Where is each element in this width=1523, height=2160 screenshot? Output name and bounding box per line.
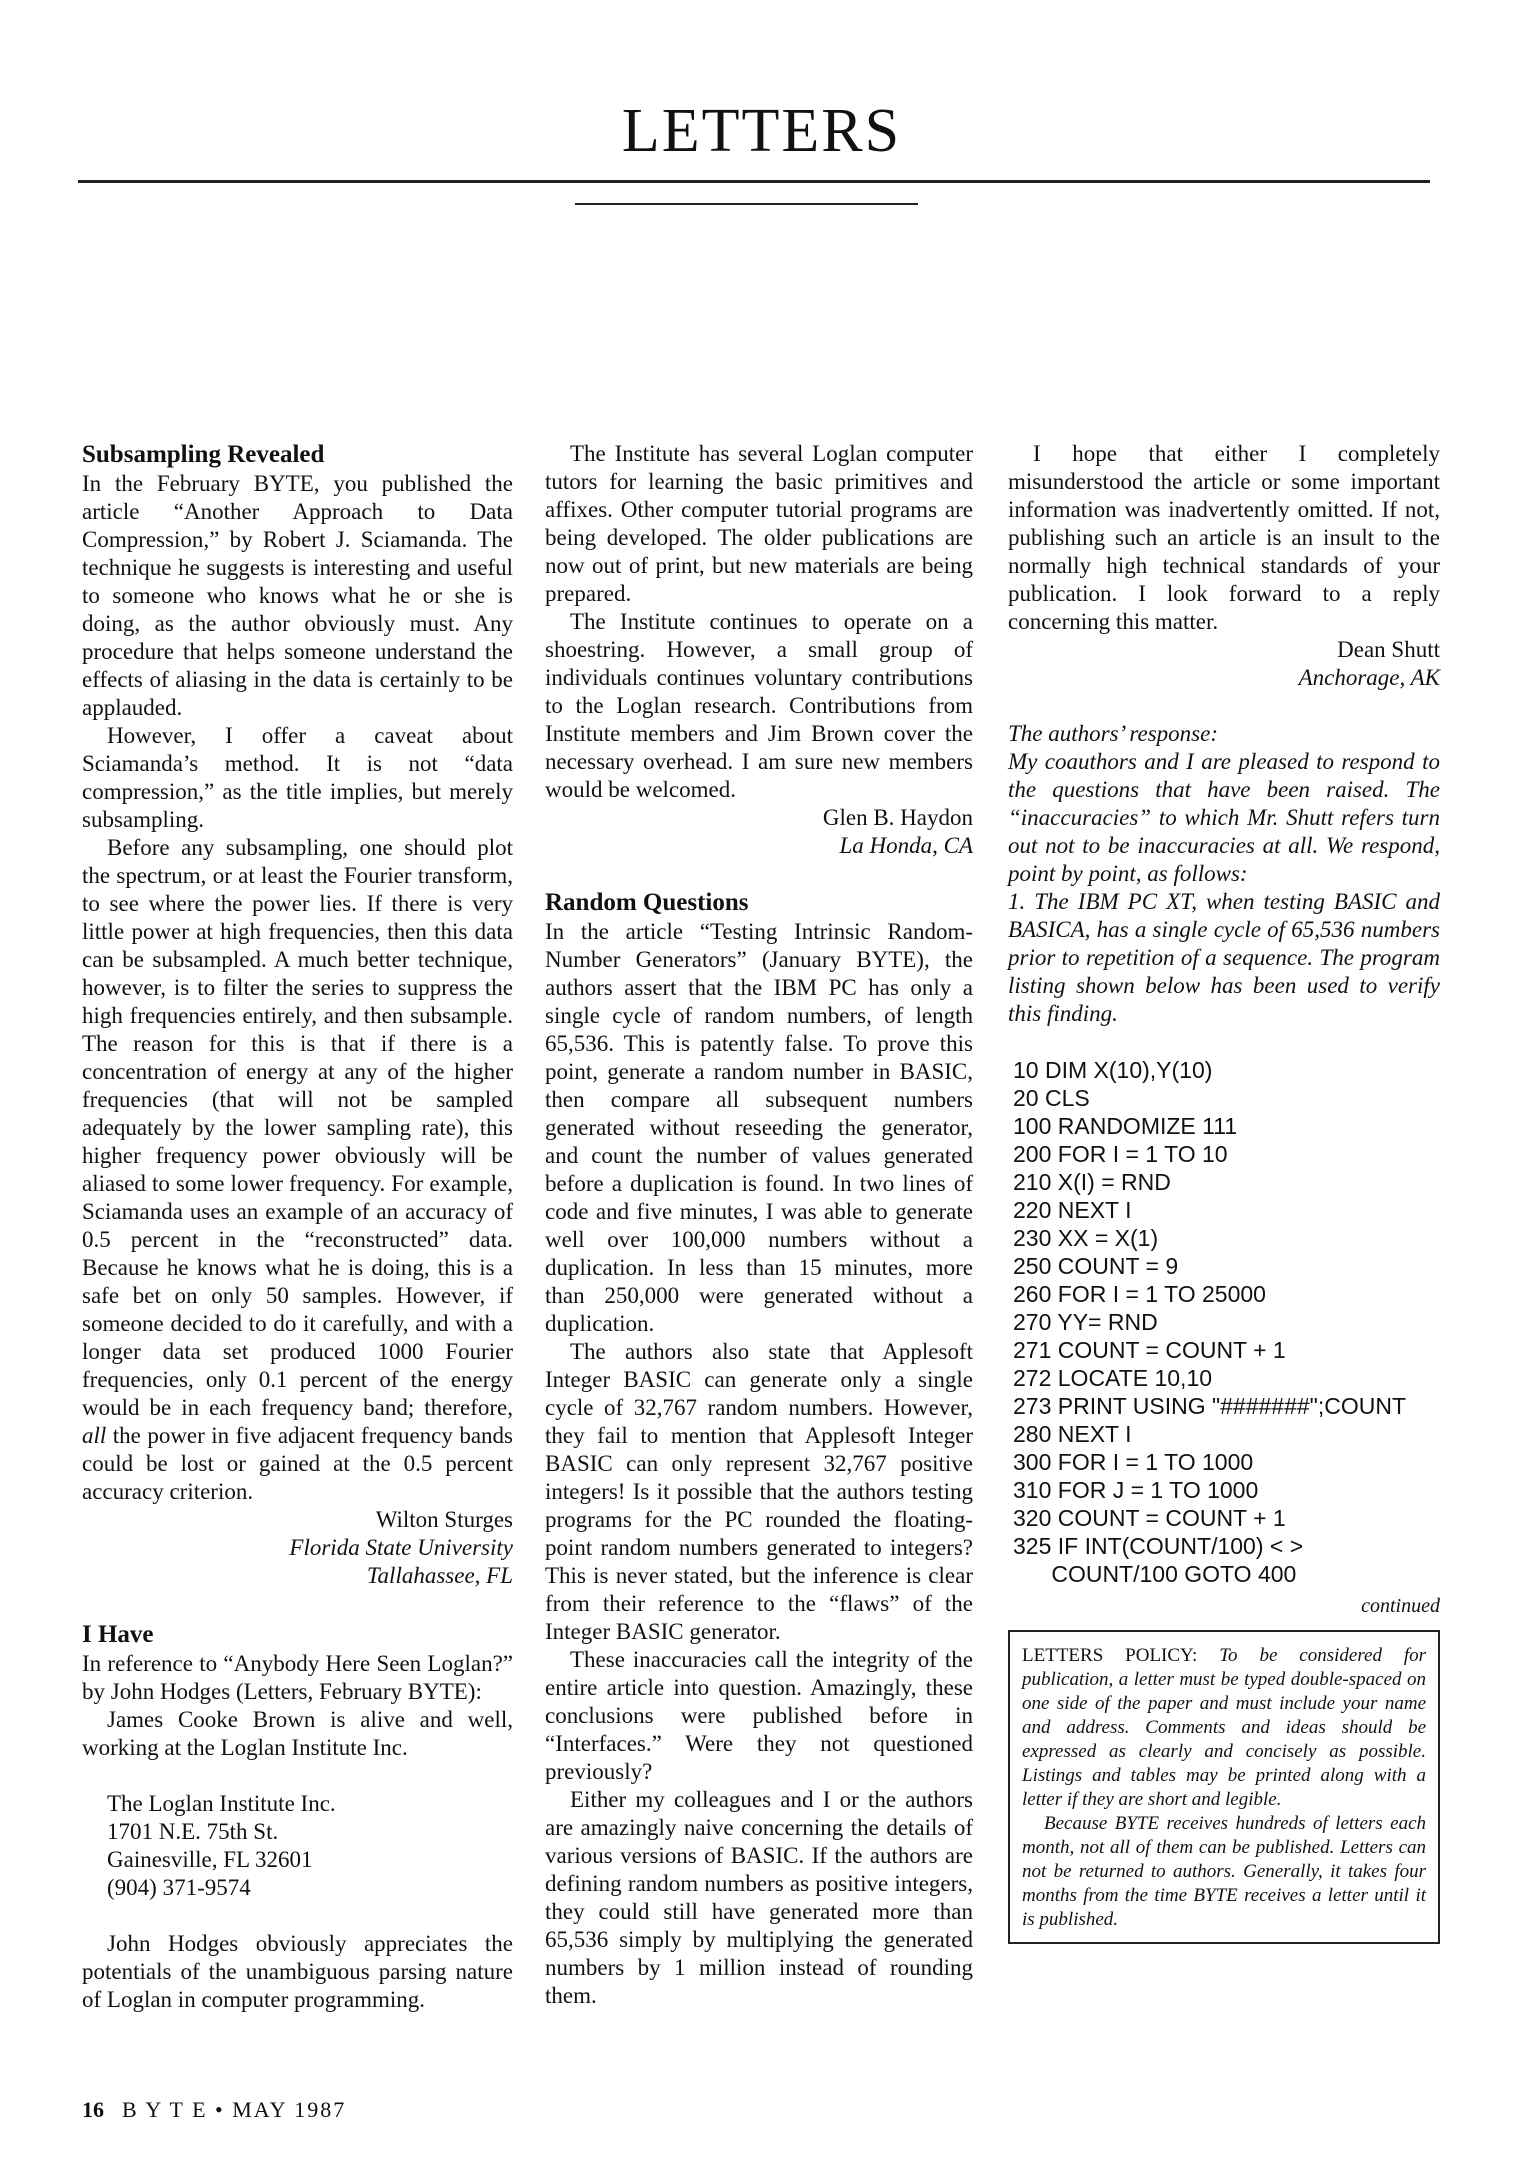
code-line: 310 FOR J = 1 TO 1000 [1013, 1477, 1259, 1503]
signature-place: Tallahassee, FL [366, 1563, 513, 1588]
page-number: 16 [82, 2097, 104, 2122]
title-underline [575, 203, 918, 205]
signature-place: Florida State University [289, 1535, 513, 1560]
paragraph: The authors also state that Applesoft Integer BASIC can generate only a single cycle of 32,767 random numbers. However, they fail to mention that Applesoft Integer BASIC can only represent 32,767 positive integers! Is it possible that the authors testing programs for the PC rounded the floating-point random numbers generated to integers? This is never stated, but the inference is clear from their reference to the “flaws” of the Integer BASIC generator. [545, 1339, 973, 1644]
code-line: 325 IF INT(COUNT/100) < > [1013, 1533, 1304, 1559]
code-line: 270 YY= RND [1013, 1309, 1158, 1335]
signature-place: La Honda, CA [839, 833, 973, 858]
paragraph: Either my colleagues and I or the authors are amazingly naive concerning the details of various versions of BASIC. If the authors are defining random numbers as positive integers, they could still have generated more than 65,536 simply by multiplying the generated numbers by 1 million instead of rounding them. [545, 1787, 973, 2008]
code-line: 100 RANDOMIZE 111 [1013, 1113, 1238, 1139]
column-2 [545, 440, 973, 2010]
signature-name: Glen B. Haydon [822, 805, 973, 830]
code-line: 230 XX = X(1) [1013, 1225, 1159, 1251]
address-line: Gainesville, FL 32601 [107, 1847, 313, 1872]
address-block [107, 1790, 513, 1902]
page-footer [82, 2097, 346, 2123]
response-label: The authors’ response: [1008, 721, 1218, 746]
letter-heading: Random Questions [545, 889, 749, 916]
paragraph: 1. The IBM PC XT, when testing BASIC and BASICA, has a single cycle of 65,536 numbers prior to repetition of a sequence. The program listing shown below has been used to verify this finding. [1008, 889, 1440, 1026]
paragraph: I hope that either I completely misunderstood the article or some important information was inadvertently omitted. If not, publishing such an article is an insult to the normally high technical standards of your publication. I look forward to a reply concerning this matter. [1008, 441, 1440, 634]
code-line: 260 FOR I = 1 TO 25000 [1013, 1281, 1266, 1307]
header-rule [78, 180, 1430, 183]
address-line: The Loglan Institute Inc. [107, 1791, 336, 1816]
paragraph: The Institute continues to operate on a shoestring. However, a small group of individuals continues voluntary contributions to the Loglan research. Contributions from Institute members and Jim Brown cover the necessary overhead. I am sure new members would be welcomed. [545, 609, 973, 802]
signature-place: Anchorage, AK [1298, 665, 1440, 690]
paragraph: Before any subsampling, one should plot the spectrum, or at least the Fourier transform, to see where the power lies. If there is very little power at high frequencies, then this data can be subsampled. A much better technique, however, is to filter the series to suppress the high frequencies entirely, and then subsample. The reason for this is that if there is a concentration of energy at any of the higher frequencies (that will not be sampled adequately by the lower sampling rate), this higher frequency power obviously will be aliased to some lower frequency. For example, Sciamanda uses an example of an accuracy of 0.5 percent in the “reconstructed” data. Because he knows what he is doing, this is a safe bet on only 50 samples. However, if someone decided to do it carefully, and with a longer data set produced 1000 Fourier frequencies, only 0.1 percent of the energy would be in each frequency band; therefore, all the power in five adjacent frequency bands could be lost or gained at the 0.5 percent accuracy criterion. [82, 835, 513, 1504]
publication-line: B Y T E • MAY 1987 [122, 2097, 347, 2122]
policy-text: LETTERS POLICY: To be considered for publication, a letter must be typed double-spaced on one side of the paper and must include your name and address. Comments and ideas should be expressed as clearly and concisely as possible. Listings and tables may be printed along with a letter if they are short and legible. [1022, 1645, 1427, 1810]
signature-name: Dean Shutt [1337, 637, 1440, 662]
page-title: LETTERS [621, 97, 902, 165]
continued-label: continued [1361, 1595, 1440, 1617]
code-line: 273 PRINT USING "#######";COUNT [1013, 1393, 1406, 1419]
signature-name: Wilton Sturges [375, 1507, 513, 1532]
code-line: 271 COUNT = COUNT + 1 [1013, 1337, 1286, 1363]
code-line: 300 FOR I = 1 TO 1000 [1013, 1449, 1254, 1475]
code-line: 200 FOR I = 1 TO 10 [1013, 1141, 1228, 1167]
column-3 [1008, 440, 1440, 1944]
paragraph: In the February BYTE, you published the article “Another Approach to Data Compression,” by Robert J. Sciamanda. The technique he suggests is interesting and useful to someone who knows what he or she is doing, as the author obviously must. Any procedure that helps someone understand the effects of aliasing in the data is certainly to be applauded. [82, 471, 513, 720]
address-line: 1701 N.E. 75th St. [107, 1819, 279, 1844]
code-line: 272 LOCATE 10,10 [1013, 1365, 1213, 1391]
paragraph: John Hodges obviously appreciates the potentials of the unambiguous parsing nature of Loglan in computer programming. [82, 1931, 513, 2012]
letter-heading: I Have [82, 1621, 154, 1648]
code-line: 280 NEXT I [1013, 1421, 1132, 1447]
code-line: 320 COUNT = COUNT + 1 [1013, 1505, 1286, 1531]
policy-text: Because BYTE receives hundreds of letters each month, not all of them can be published. Letters can not be returned to authors. Generally, it takes four months from the time BYTE receives a letter until it is published. [1022, 1813, 1426, 1930]
code-listing [1013, 1056, 1440, 1588]
code-line: COUNT/100 GOTO 400 [1013, 1561, 1297, 1587]
letter-heading: Subsampling Revealed [82, 441, 325, 468]
paragraph: My coauthors and I are pleased to respond to the questions that have been raised. The “inaccuracies” to which Mr. Shutt refers turn out not to be inaccuracies at all. We respond, point by point, as follows: [1008, 749, 1440, 886]
code-line: 220 NEXT I [1013, 1197, 1132, 1223]
code-line: 210 X(I) = RND [1013, 1169, 1171, 1195]
address-line: (904) 371-9574 [107, 1875, 251, 1900]
paragraph: In the article “Testing Intrinsic Random-Number Generators” (January BYTE), the authors assert that the IBM PC has only a single cycle of random numbers, of length 65,536. This is patently false. To prove this point, generate a random number in BASIC, then compare all subsequent numbers generated without reseeding the generator, and count the number of values generated before a duplication is found. In two lines of code and five minutes, I was able to generate well over 100,000 numbers without a duplication. In less than 15 minutes, more than 250,000 were generated without a duplication. [545, 919, 973, 1336]
code-line: 10 DIM X(10),Y(10) [1013, 1057, 1213, 1083]
paragraph: James Cooke Brown is alive and well, working at the Loglan Institute Inc. [82, 1707, 513, 1760]
code-line: 250 COUNT = 9 [1013, 1253, 1179, 1279]
paragraph: The Institute has several Loglan computer tutors for learning the basic primitives and affixes. Other computer tutorial programs are being developed. The older publications are now out of print, but new materials are being prepared. [545, 441, 973, 606]
paragraph: These inaccuracies call the integrity of the entire article into question. Amazingly, these conclusions were published before in “Interfaces.” Were they not questioned previously? [545, 1647, 973, 1784]
code-line: 20 CLS [1013, 1085, 1090, 1111]
paragraph: In reference to “Anybody Here Seen Loglan?” by John Hodges (Letters, February BYTE): [82, 1651, 513, 1704]
letters-policy-box [1008, 1630, 1440, 1944]
paragraph: However, I offer a caveat about Sciamanda’s method. It is not “data compression,” as the title implies, but merely subsampling. [82, 723, 513, 832]
column-1 [82, 440, 513, 2014]
policy-label: LETTERS POLICY: [1022, 1645, 1198, 1666]
